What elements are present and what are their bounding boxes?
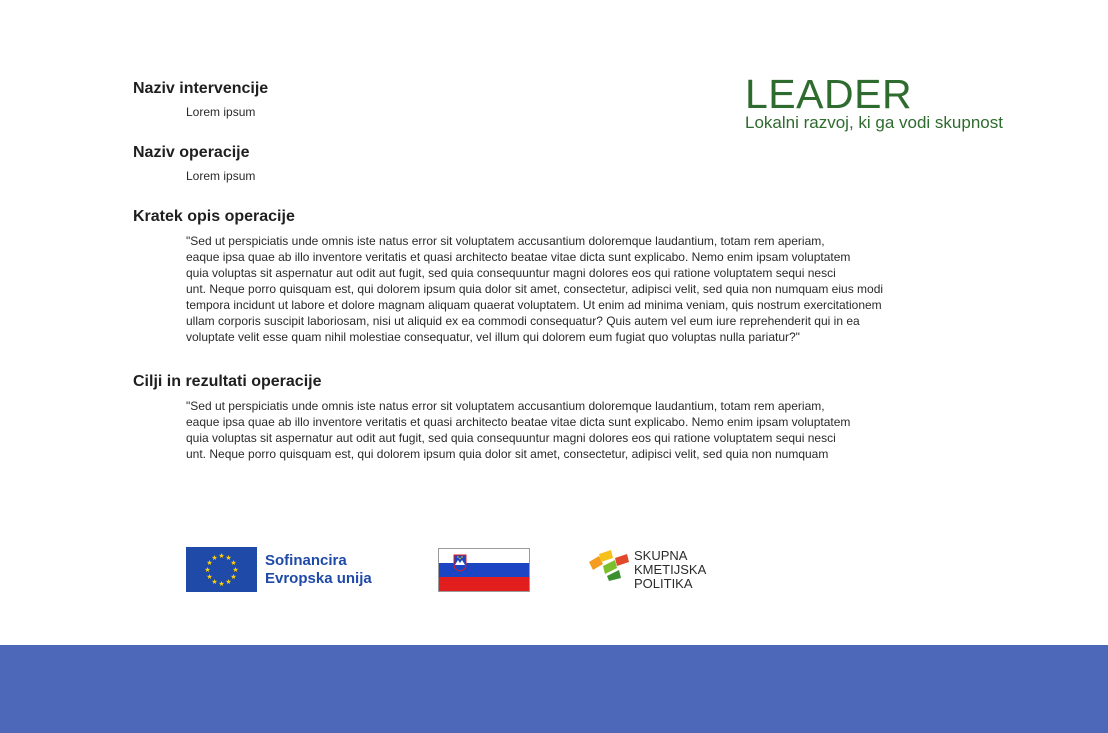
leader-logo bbox=[745, 72, 1003, 132]
svg-text:★: ★ bbox=[206, 559, 213, 567]
skp-line-3: POLITIKA bbox=[634, 576, 693, 591]
section-text: "Sed ut perspiciatis unde omnis iste natus error sit voluptatem accusantium doloremque laudantium, totam rem aperiam, eaque ipsa quae ab illo inventore veritatis et quasi architecto beatae vitae dicta sunt explicabo. Nemo enim ipsam voluptatem quia voluptas sit aspernatur aut odit aut fugit, sed quia consequuntur magni dolores eos qui ratione voluptatem sequi nesci unt. Neque porro quisquam est, qui dolorem ipsum quia dolor sit amet, consectetur, adipisci velit, sed quia non numquam bbox=[186, 399, 851, 461]
section-heading: Kratek opis operacije bbox=[133, 208, 295, 225]
svg-text:★: ★ bbox=[204, 566, 211, 574]
leader-title: LEADER bbox=[745, 71, 913, 117]
svg-text:★: ★ bbox=[232, 566, 239, 574]
skp-label bbox=[634, 549, 706, 591]
skp-line-1: SKUPNA bbox=[634, 548, 688, 563]
svg-text:★: ★ bbox=[218, 580, 225, 588]
section-heading: Naziv operacije bbox=[133, 144, 250, 161]
skp-logo-icon bbox=[587, 548, 631, 582]
eu-line-1: Sofinancira bbox=[265, 552, 347, 569]
svg-text:★: ★ bbox=[225, 578, 232, 586]
svg-text:★: ★ bbox=[230, 573, 237, 581]
skp-line-2: KMETIJSKA bbox=[634, 562, 707, 577]
footer-band bbox=[0, 645, 1108, 733]
svg-text:★: ★ bbox=[206, 573, 213, 581]
slovenia-flag-icon bbox=[438, 548, 530, 592]
svg-text:★: ★ bbox=[211, 554, 218, 562]
section-heading: Naziv intervencije bbox=[133, 80, 269, 97]
eu-stars-icon bbox=[186, 547, 257, 592]
section-text: "Sed ut perspiciatis unde omnis iste natus error sit voluptatem accusantium doloremque laudantium, totam rem aperiam, eaque ipsa quae ab illo inventore veritatis et quasi architecto beatae vitae dicta sunt explicabo. Nemo enim ipsam voluptatem quia voluptas sit aspernatur aut odit aut fugit, sed quia consequuntur magni dolores eos qui ratione voluptatem sequi nesci unt. Neque porro quisquam est, qui dolorem ipsum quia dolor sit amet, consectetur, adipisci velit, sed quia non numquam eius modi tempora incidunt ut labore et dolore magnam aliquam quaerat voluptatem. Ut enim ad minima veniam, quis nostrum exercitationem ullam corporis suscipit laboriosam, nisi ut aliquid ex ea commodi consequatur? Quis autem vel eum iure reprehenderit qui in ea voluptate velit esse quam nihil molestiae consequatur, vel illum qui dolorem eum fugiat quo voluptas nulla pariatur?" bbox=[186, 234, 884, 344]
section-text: Lorem ipsum bbox=[186, 169, 256, 183]
section-kratek-opis bbox=[133, 207, 946, 345]
eu-funding-label bbox=[265, 552, 372, 588]
section-heading: Cilji in rezultati operacije bbox=[133, 373, 322, 390]
svg-text:★: ★ bbox=[230, 559, 237, 567]
svg-text:★: ★ bbox=[225, 554, 232, 562]
section-text: Lorem ipsum bbox=[186, 105, 256, 119]
section-naziv-operacije bbox=[133, 143, 946, 184]
svg-text:★: ★ bbox=[218, 552, 225, 560]
section-cilji-rezultati bbox=[133, 372, 946, 462]
slovenia-coat-of-arms-icon bbox=[453, 554, 467, 572]
svg-text:★: ★ bbox=[211, 578, 218, 586]
eu-flag-icon bbox=[186, 547, 257, 592]
leader-subtitle: Lokalni razvoj, ki ga vodi skupnost bbox=[745, 113, 1003, 132]
eu-line-2: Evropska unija bbox=[265, 570, 372, 587]
